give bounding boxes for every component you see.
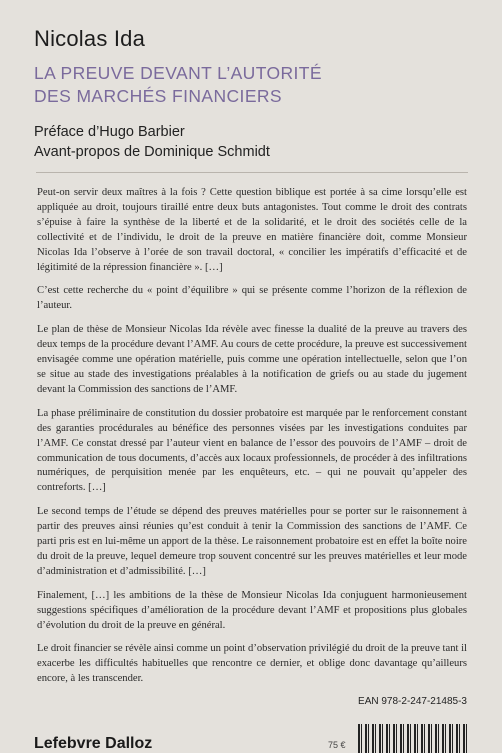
book-title-line-2: DES MARCHÉS FINANCIERS bbox=[34, 86, 282, 106]
paragraph-6: Finalement, […] les ambitions de la thèse de Monsieur Nicolas Ida conjuguent harmonieusement suggestions spécifiques d’amélioration de la procédure devant l’AMF et propositions plus globales d’évolution du droit de la preuve en général. bbox=[37, 589, 467, 631]
ean-number: EAN 978-2-247-21485-3 bbox=[358, 696, 467, 707]
preface-credit: Préface d’Hugo Barbier bbox=[34, 124, 185, 140]
book-title bbox=[34, 62, 474, 108]
foreword-credit: Avant-propos de Dominique Schmidt bbox=[34, 144, 270, 160]
book-title-line-1: LA PREUVE DEVANT L’AUTORITÉ bbox=[34, 63, 322, 83]
paragraph-2: C’est cette recherche du « point d’équilibre » qui se présente comme l’horizon de la réflexion de l’auteur. bbox=[37, 285, 467, 312]
price-label: 75 € bbox=[328, 740, 346, 750]
paragraph-4: La phase préliminaire de constitution du dossier probatoire est marquée par le renforcement constant des garanties procédurales au bénéfice des personnes visées par les investigations conduites par l’AMF. Ce constat dressé par l’auteur vient en balance de l’essor des pouvoirs de l’AMF – droit de communication de tous documents, d’accès aux locaux professionnels, de procéder à des infiltrations numériques, de perquisition menée par les enquêteurs, etc. – qui ne pouvait qu’appeler des contreforts. […] bbox=[37, 407, 467, 494]
publisher-name: Lefebvre Dalloz bbox=[34, 735, 153, 752]
paragraph-5: Le second temps de l’étude se dépend des preuves matérielles pour se porter sur le raisonnement à partir des preuves ainsi réunies qu’est conduit à tenir la Commission des sanctions de l’AMF. Ce parti pris est en lui-même un apport de la thèse. Le raisonnement probatoire est en effet la boîte noire du droit de la preuve, lequel demeure trop souvent concentré sur les preuves matérielles et leur mode d’administration et d’admissibilité. […] bbox=[37, 506, 467, 577]
barcode-image bbox=[358, 724, 470, 753]
paragraph-3: Le plan de thèse de Monsieur Nicolas Ida révèle avec finesse la dualité de la preuve au travers des deux temps de la procédure devant l’AMF. Au cours de cette procédure, la preuve est successivement envisagée comme une opération matérielle, puis comme une opération intellectuelle, selon que l’on se situe au stade des investigations préalables à la notification de griefs ou au stade du jugement devant la Commission des sanctions de l’AMF. bbox=[37, 324, 467, 395]
cover-header bbox=[34, 26, 474, 162]
author-name: Nicolas Ida bbox=[34, 26, 146, 51]
header-divider bbox=[36, 172, 468, 173]
paragraph-1: Peut-on servir deux maîtres à la fois ? Cette question biblique est portée à sa cime lorsqu’elle est appliquée au droit, toujours tiraillé entre deux buts antagonistes. Tout comme le droit des contrats s’épuise à faire la synthèse de la liberté et de la solidarité, et le droit des sociétés celle de la collectivité et de l’individu, le droit de la preuve en matière financière doit, comme Monsieur Nicolas Ida l’observe à l’orée de son travail doctoral, « concilier les impératifs d’efficacité et de légitimité de la répression financière ». […] bbox=[37, 187, 467, 273]
paragraph-7: Le droit financier se révèle ainsi comme un point d’observation privilégié du droit de la preuve tant il exacerbe les difficultés habituelles que rencontre ce dernier, et oblige donc davantage qu’ailleurs encore, à les transcender. bbox=[37, 643, 467, 685]
back-cover-text bbox=[37, 186, 467, 696]
